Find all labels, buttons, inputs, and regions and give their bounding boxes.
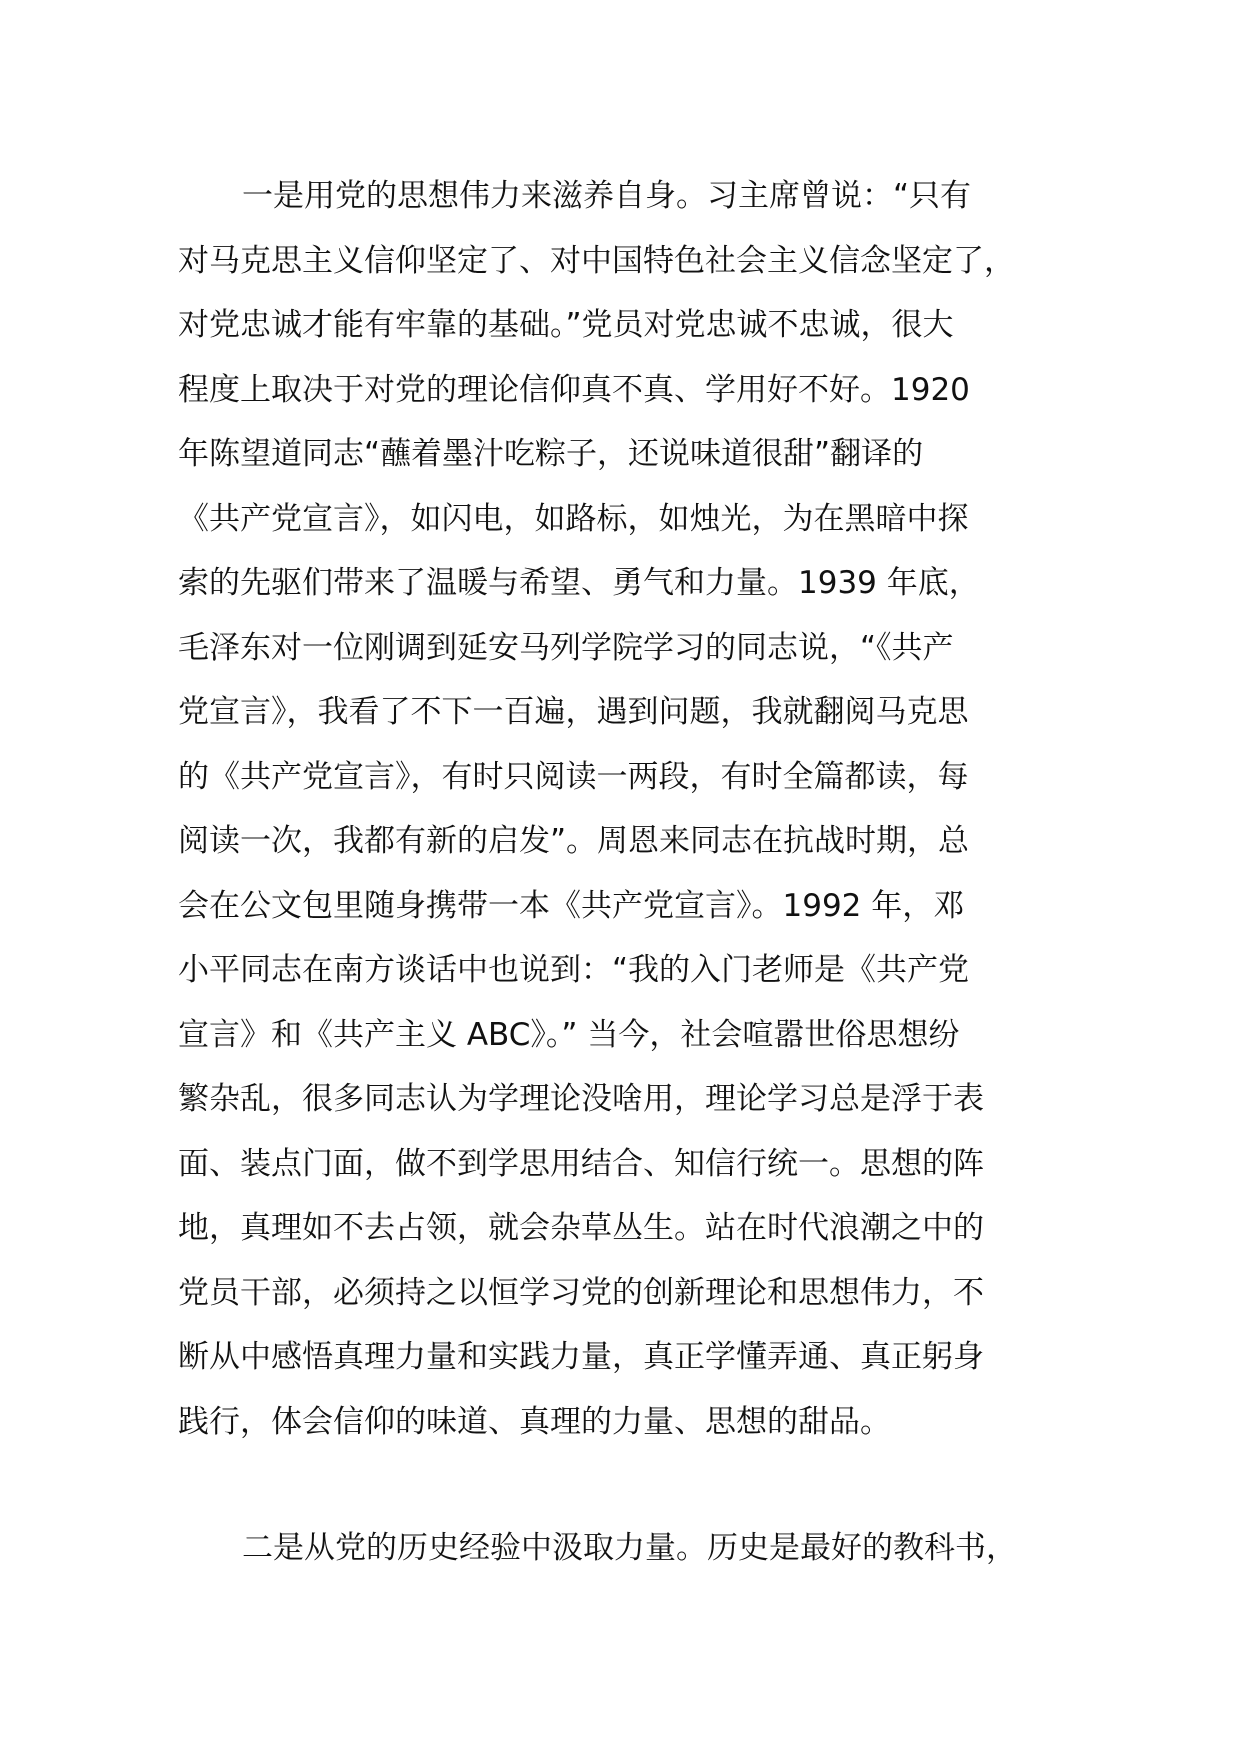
paragraph-line: 面、装点门面，做不到学思用结合、知信行统一。思想的阵 — [178, 1145, 984, 1182]
paragraph-line: 小平同志在南方谈话中也说到：“我的入门老师是《共产党 — [178, 952, 970, 988]
paragraph-line: 对党忠诚才能有牢靠的基础。”党员对党忠诚不忠诚，很大 — [178, 307, 954, 343]
paragraph-line: 阅读一次，我都有新的启发”。周恩来同志在抗战时期，总 — [178, 823, 970, 859]
paragraph-line: 索的先驱们带来了温暖与希望、勇气和力量。1939 年底， — [178, 565, 980, 601]
paragraph-line: 繁杂乱，很多同志认为学理论没啥用，理论学习总是浮于表 — [178, 1081, 984, 1117]
paragraph-line: 践行，体会信仰的味道、真理的力量、思想的甜品。 — [178, 1403, 891, 1440]
paragraph-line: 二是从党的历史经验中汲取力量。历史是最好的教科书， — [242, 1530, 1017, 1566]
paragraph-line: 会在公文包里随身携带一本《共产党宣言》。1992 年，邓 — [178, 887, 965, 924]
paragraph-1 — [178, 164, 1098, 1454]
paragraph-line: 程度上取决于对党的理论信仰真不真、学用好不好。1920 — [178, 371, 970, 408]
paragraph-line: 断从中感悟真理力量和实践力量，真正学懂弄通、真正躬身 — [178, 1339, 984, 1375]
paragraph-line: 的《共产党宣言》，有时只阅读一两段，有时全篇都读，每 — [178, 758, 969, 795]
paragraph-line: 地，真理如不去占领，就会杂草丛生。站在时代浪潮之中的 — [178, 1210, 984, 1246]
paragraph-line: 对马克思主义信仰坚定了、对中国特色社会主义信念坚定了， — [178, 242, 1015, 279]
paragraph-2 — [178, 1516, 1098, 1581]
paragraph-line: 《共产党宣言》，如闪电，如路标，如烛光，为在黑暗中探 — [178, 500, 969, 537]
paragraph-line: 党员干部，必须持之以恒学习党的创新理论和思想伟力，不 — [178, 1274, 984, 1311]
paragraph-line: 毛泽东对一位刚调到延安马列学院学习的同志说，“《共产 — [178, 629, 954, 666]
paragraph-line: 宣言》和《共产主义 ABC》。” 当今，社会喧嚣世俗思想纷 — [178, 1016, 960, 1053]
paragraph-line: 年陈望道同志“蘸着墨汁吃粽子，还说味道很甜”翻译的 — [178, 436, 924, 472]
paragraph-line: 党宣言》，我看了不下一百遍，遇到问题，我就翻阅马克思 — [178, 694, 969, 730]
paragraph-line: 一是用党的思想伟力来滋养自身。习主席曾说：“只有 — [242, 178, 972, 214]
